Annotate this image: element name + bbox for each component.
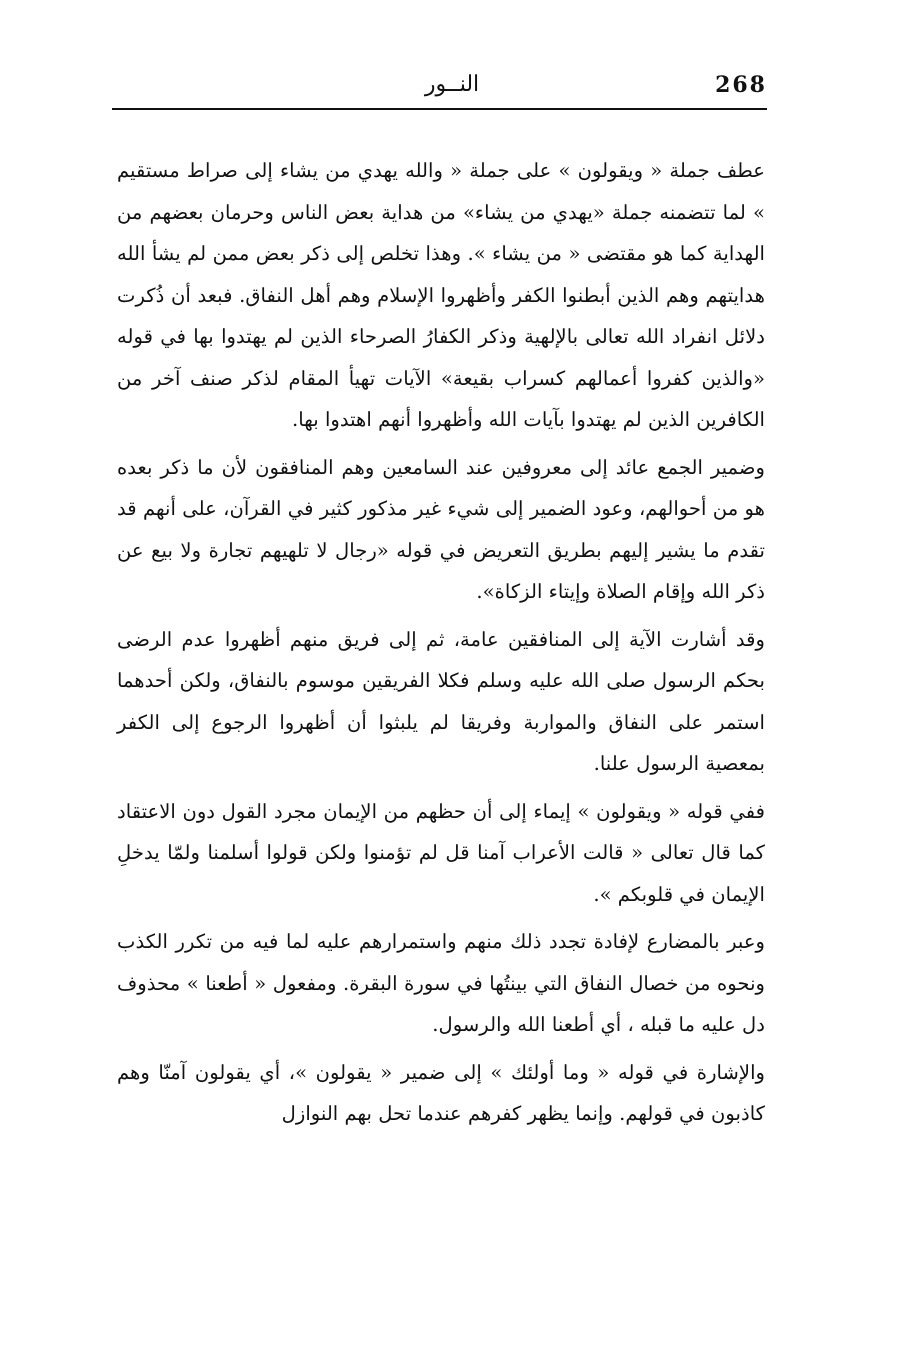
paragraph: وقد أشارت الآية إلى المنافقين عامة، ثم إلى فريق منهم أظهروا عدم الرضى بحكم الرسول صلى الله عليه وسلم فكلا الفريقين موسوم بالنفاق، ولكن أحدهما استمر على النفاق والمواربة وفريقا لم يلبثوا أن أظهروا الرجوع إلى الكفر بمعصية الرسول علنا. [117, 627, 765, 775]
paragraph: والإشارة في قوله « وما أولئك » إلى ضمير « يقولون »، أي يقولون آمنّا وهم كاذبون في قولهم. وإنما يظهر كفرهم عندما تحل بهم النوازل [117, 1060, 765, 1125]
page-header [112, 62, 767, 106]
paragraph: ففي قوله « ويقولون » إيماء إلى أن حظهم من الإيمان مجرد القول دون الاعتقاد كما قال تعالى « قالت الأعراب آمنا قل لم تؤمنوا ولكن قولوا أسلمنا ولمّا يدخلِ الإيمان في قلوبكم ». [117, 799, 765, 906]
paragraph: وضمير الجمع عائد إلى معروفين عند السامعين وهم المنافقون لأن ما ذكر بعده هو من أحوالهم، وعود الضمير إلى شيء غير مذكور كثير في القرآن، على أنهم قد تقدم ما يشير إليهم بطريق التعريض في قوله «رجال لا تلهيهم تجارة ولا بيع عن ذكر الله وإقام الصلاة وإيتاء الزكاة». [117, 455, 765, 603]
running-title: النــور [424, 72, 480, 97]
body-text [117, 150, 765, 1141]
paragraph: عطف جملة « ويقولون » على جملة « والله يهدي من يشاء إلى صراط مستقيم » لما تتضمنه جملة «يهدي من يشاء» من هداية بعض الناس وحرمان بعضهم من الهداية كما هو مقتضى « من يشاء ». وهذا تخلص إلى ذكر بعض ممن لم يشأ الله هدايتهم وهم الذين أبطنوا الكفر وأظهروا الإسلام وهم أهل النفاق. فبعد أن ذُكرت دلائل انفراد الله تعالى بالإلهية وذكر الكفارُ الصرحاء الذين لم يهتدوا بها في قوله «والذين كفروا أعمالهم كسراب بقيعة» الآيات تهيأ المقام لذكر صنف آخر من الكافرين الذين لم يهتدوا بآيات الله وأظهروا أنهم اهتدوا بها. [117, 159, 765, 431]
paragraph: وعبر بالمضارع لإفادة تجدد ذلك منهم واستمرارهم عليه لما فيه من تكرر الكذب ونحوه من خصال النفاق التي بينتُها في سورة البقرة. ومفعول « أطعنا » محذوف دل عليه ما قبله ، أي أطعنا الله والرسول. [117, 930, 765, 1036]
header-rule [112, 108, 767, 110]
page-number: 268 [715, 72, 767, 98]
